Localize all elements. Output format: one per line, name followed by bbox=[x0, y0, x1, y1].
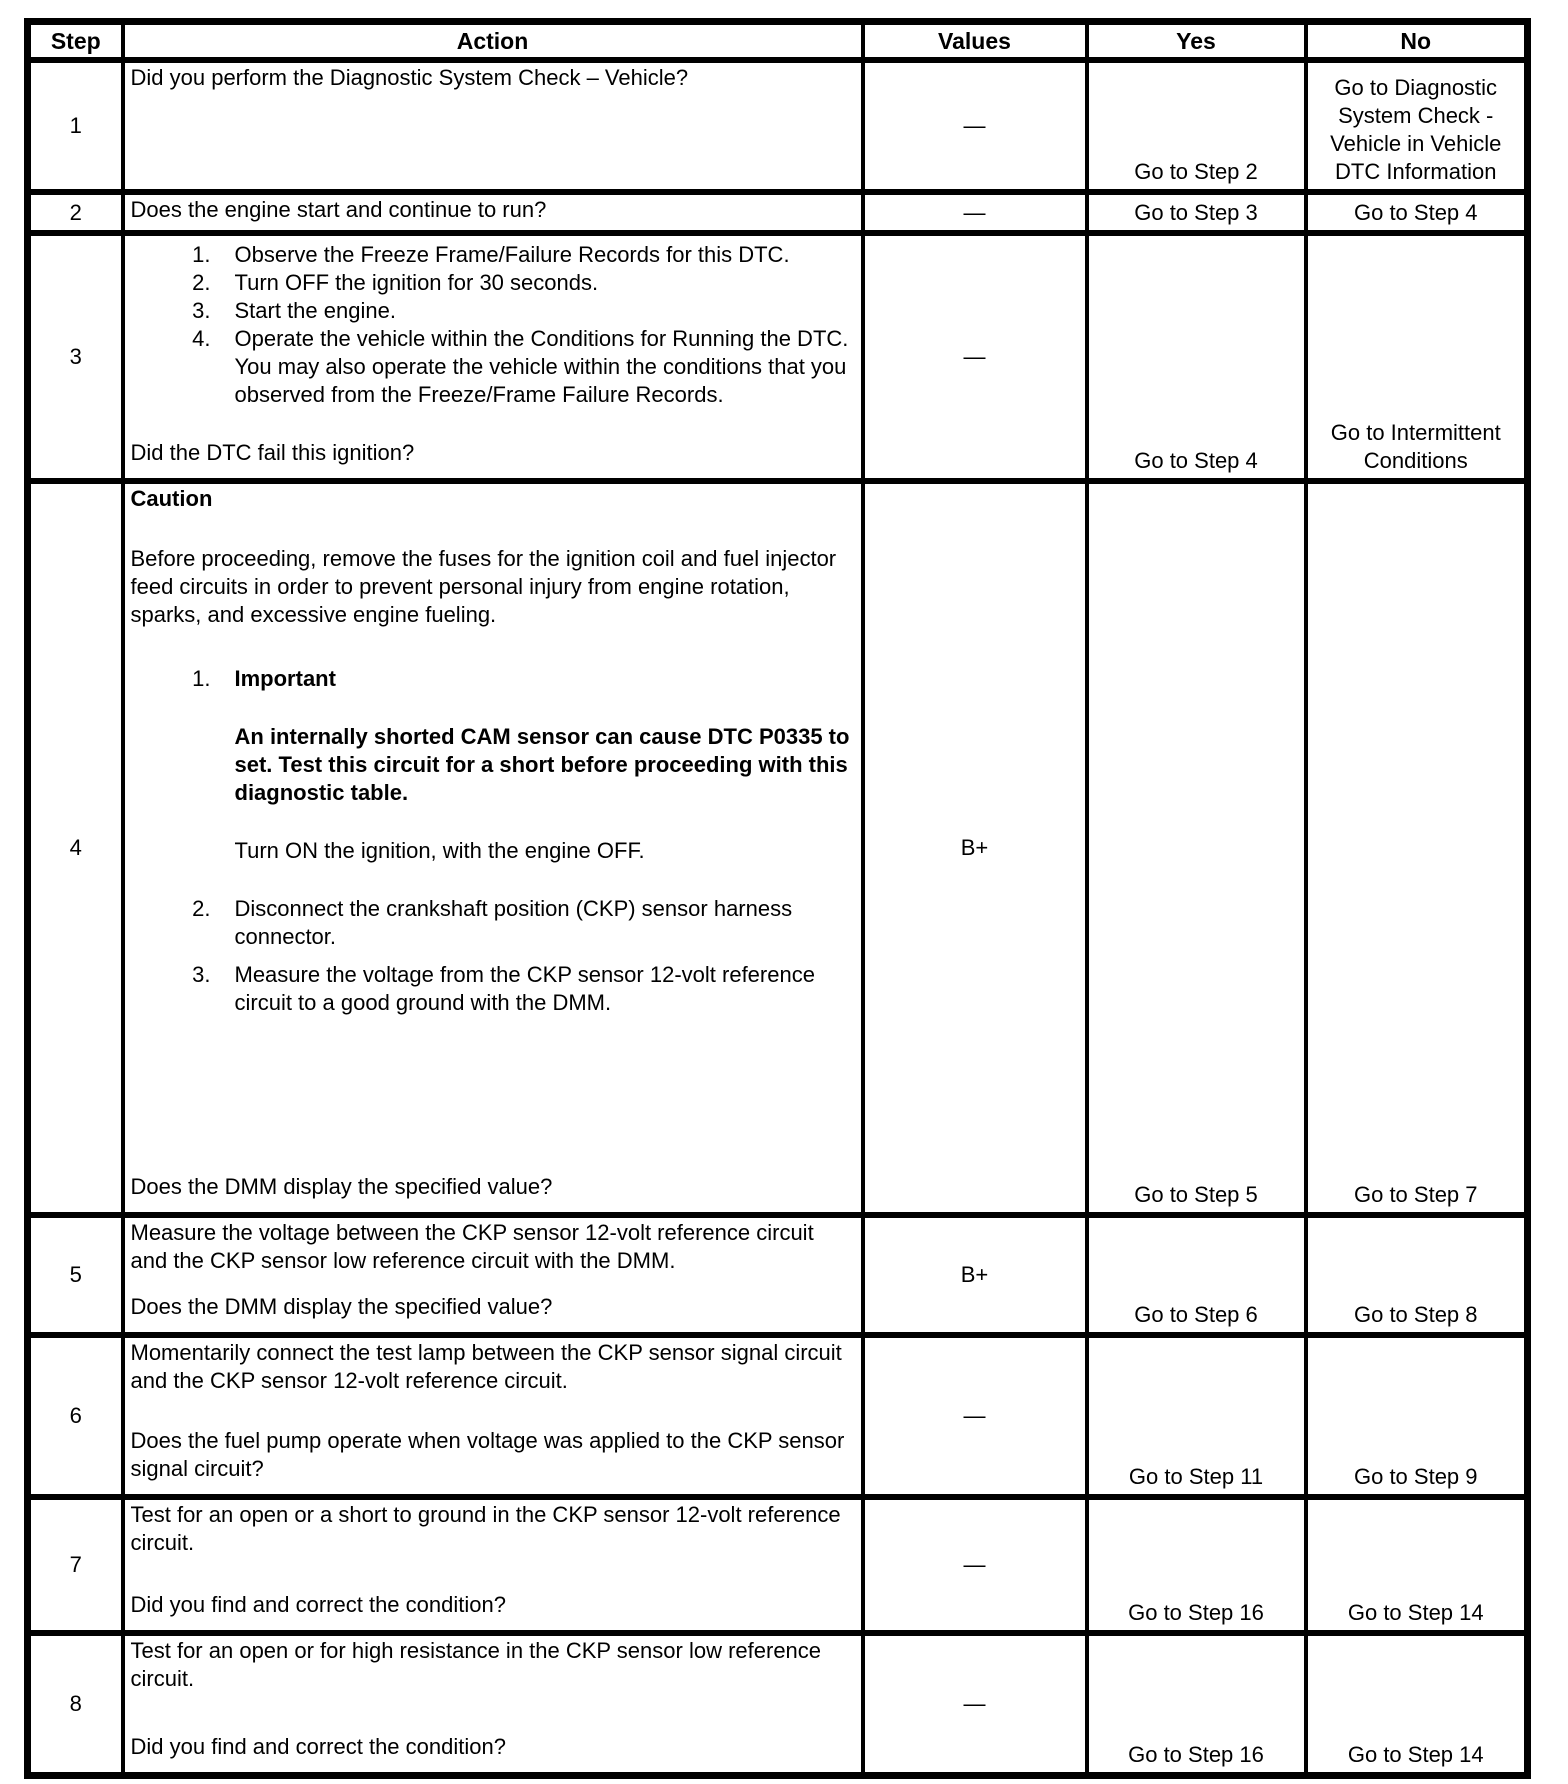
action-text: Test for an open or for high resistance in the CKP sensor low reference circuit. bbox=[130, 1638, 822, 1691]
list-item bbox=[131, 325, 855, 409]
table-row bbox=[28, 1633, 1528, 1775]
no-result-cell: Go to Intermittent Conditions bbox=[1306, 233, 1528, 481]
list-item-text: Turn ON the ignition, with the engine OFF. bbox=[234, 838, 645, 863]
values-cell: — bbox=[863, 1633, 1087, 1775]
action-cell bbox=[123, 233, 863, 481]
action-content bbox=[131, 1339, 855, 1483]
action-text: Did you perform the Diagnostic System Check – Vehicle? bbox=[130, 65, 689, 90]
column-header-yes: Yes bbox=[1087, 22, 1306, 61]
action-cell bbox=[123, 1215, 863, 1335]
action-content bbox=[131, 237, 855, 467]
list-item bbox=[131, 297, 855, 325]
table-row bbox=[28, 1335, 1528, 1497]
step-number-cell: 8 bbox=[28, 1633, 123, 1775]
list-item-text: Turn OFF the ignition for 30 seconds. bbox=[234, 270, 599, 295]
action-numbered-list bbox=[131, 665, 855, 1017]
list-item-text: Start the engine. bbox=[234, 298, 396, 323]
action-text: Momentarily connect the test lamp between the CKP sensor signal circuit and the CKP sensor 12-volt reference circuit. bbox=[130, 1340, 842, 1393]
action-text: Before proceeding, remove the fuses for the ignition coil and fuel injector feed circuits in order to prevent personal injury from engine rotation, sparks, and excessive engine fueling. bbox=[130, 546, 837, 627]
no-result-cell: Go to Step 14 bbox=[1306, 1633, 1528, 1775]
action-question: Does the fuel pump operate when voltage was applied to the CKP sensor signal circuit? bbox=[130, 1428, 845, 1481]
yes-result-cell: Go to Step 11 bbox=[1087, 1335, 1306, 1497]
list-item-text: Observe the Freeze Frame/Failure Records for this DTC. bbox=[234, 242, 790, 267]
yes-result-cell: Go to Step 4 bbox=[1087, 233, 1306, 481]
action-content bbox=[131, 485, 855, 1201]
values-cell: B+ bbox=[863, 481, 1087, 1215]
table-row bbox=[28, 1215, 1528, 1335]
list-item bbox=[131, 241, 855, 269]
action-text: Does the engine start and continue to run? bbox=[130, 197, 547, 222]
values-cell: — bbox=[863, 60, 1087, 192]
table-header-row bbox=[28, 22, 1528, 61]
spacer bbox=[131, 513, 855, 545]
values-cell: — bbox=[863, 233, 1087, 481]
column-header-values: Values bbox=[863, 22, 1087, 61]
table-body bbox=[28, 60, 1528, 1775]
list-item bbox=[131, 961, 855, 1017]
yes-result-cell: Go to Step 16 bbox=[1087, 1497, 1306, 1633]
no-result-cell: Go to Step 9 bbox=[1306, 1335, 1528, 1497]
values-cell: — bbox=[863, 1335, 1087, 1497]
action-question: Does the DMM display the specified value? bbox=[130, 1174, 553, 1199]
table-row bbox=[28, 60, 1528, 192]
action-question: Did you find and correct the condition? bbox=[130, 1592, 506, 1617]
step-number-cell: 7 bbox=[28, 1497, 123, 1633]
list-item-text: Disconnect the crankshaft position (CKP) sensor harness connector. bbox=[234, 896, 793, 949]
step-number-cell: 2 bbox=[28, 192, 123, 233]
yes-result-cell: Go to Step 16 bbox=[1087, 1633, 1306, 1775]
no-result-cell: Go to Step 7 bbox=[1306, 481, 1528, 1215]
action-content bbox=[131, 1219, 855, 1321]
list-item bbox=[131, 269, 855, 297]
action-cell bbox=[123, 1497, 863, 1633]
no-result-cell: Go to Diagnostic System Check - Vehicle in Vehicle DTC Information bbox=[1306, 60, 1528, 192]
list-item-text: Important bbox=[234, 666, 336, 691]
action-content bbox=[131, 64, 855, 92]
action-cell bbox=[123, 1633, 863, 1775]
action-content bbox=[131, 1501, 855, 1619]
no-result-cell: Go to Step 8 bbox=[1306, 1215, 1528, 1335]
diagnostic-steps-table bbox=[24, 18, 1531, 1779]
action-question: Did you find and correct the condition? bbox=[130, 1734, 506, 1759]
action-content bbox=[131, 1637, 855, 1761]
yes-result-cell: Go to Step 3 bbox=[1087, 192, 1306, 233]
action-text: Test for an open or a short to ground in the CKP sensor 12-volt reference circuit. bbox=[130, 1502, 841, 1555]
list-item-text: Operate the vehicle within the Conditions for Running the DTC. You may also operate the vehicle within the conditions that you observed from the Freeze/Frame Failure Records. bbox=[234, 326, 849, 407]
no-result-cell: Go to Step 4 bbox=[1306, 192, 1528, 233]
action-content bbox=[131, 196, 855, 224]
list-item bbox=[131, 895, 855, 951]
step-number-cell: 1 bbox=[28, 60, 123, 192]
column-header-action: Action bbox=[123, 22, 863, 61]
yes-result-cell: Go to Step 5 bbox=[1087, 481, 1306, 1215]
values-cell: — bbox=[863, 192, 1087, 233]
spacer bbox=[131, 629, 855, 661]
action-question: Did the DTC fail this ignition? bbox=[130, 440, 415, 465]
column-header-no: No bbox=[1306, 22, 1528, 61]
list-item-text: Measure the voltage from the CKP sensor 12-volt reference circuit to a good ground with the DMM. bbox=[234, 962, 815, 1015]
column-header-step: Step bbox=[28, 22, 123, 61]
action-text: Caution bbox=[130, 486, 213, 511]
list-item bbox=[131, 665, 855, 865]
action-question: Does the DMM display the specified value? bbox=[130, 1294, 553, 1319]
no-result-cell: Go to Step 14 bbox=[1306, 1497, 1528, 1633]
action-cell bbox=[123, 1335, 863, 1497]
table-row bbox=[28, 1497, 1528, 1633]
values-cell: — bbox=[863, 1497, 1087, 1633]
action-numbered-list bbox=[131, 241, 855, 409]
values-cell: B+ bbox=[863, 1215, 1087, 1335]
action-text: Measure the voltage between the CKP sensor 12-volt reference circuit and the CKP sensor low reference circuit with the DMM. bbox=[130, 1220, 814, 1273]
action-cell bbox=[123, 192, 863, 233]
step-number-cell: 5 bbox=[28, 1215, 123, 1335]
action-cell bbox=[123, 60, 863, 192]
step-number-cell: 3 bbox=[28, 233, 123, 481]
action-cell bbox=[123, 481, 863, 1215]
step-number-cell: 6 bbox=[28, 1335, 123, 1497]
table-row bbox=[28, 481, 1528, 1215]
list-item-text: An internally shorted CAM sensor can cause DTC P0335 to set. Test this circuit for a short before proceeding with this diagnostic table. bbox=[234, 724, 850, 805]
yes-result-cell: Go to Step 6 bbox=[1087, 1215, 1306, 1335]
yes-result-cell: Go to Step 2 bbox=[1087, 60, 1306, 192]
table-row bbox=[28, 192, 1528, 233]
step-number-cell: 4 bbox=[28, 481, 123, 1215]
table-row bbox=[28, 233, 1528, 481]
